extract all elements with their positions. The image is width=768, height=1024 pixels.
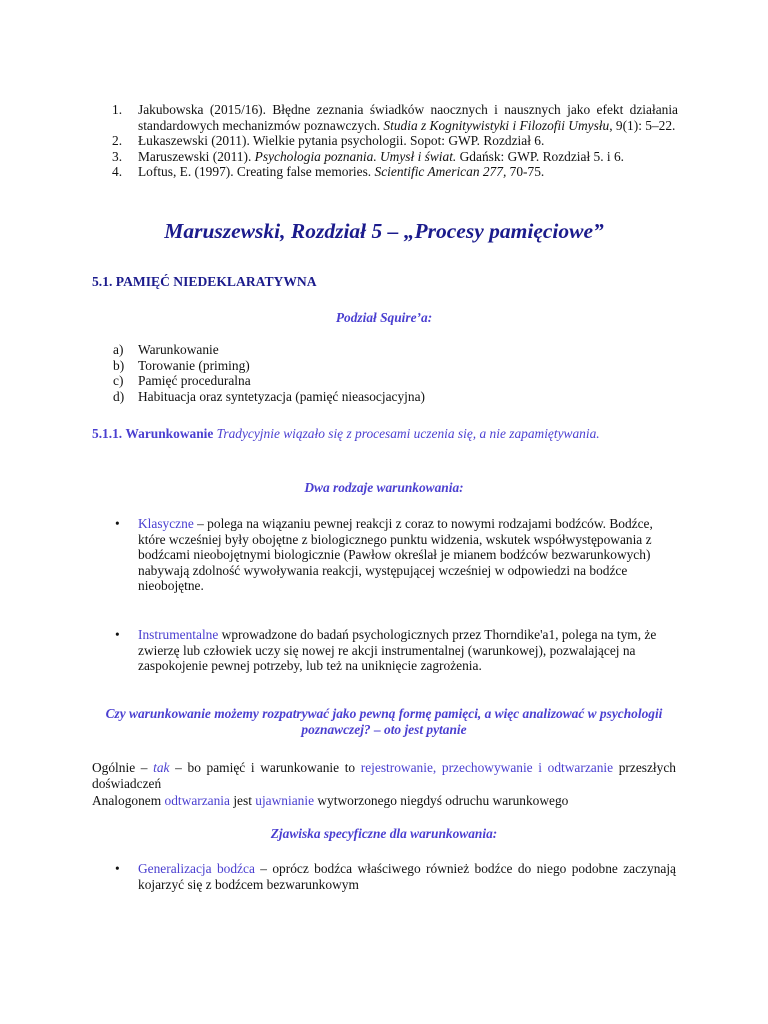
key-question: Czy warunkowanie możemy rozpatrywać jako pewną formę pamięci, a więc analizować w psychologii poznawczej? – oto jest pytanie <box>105 706 663 737</box>
section-heading: 5.1. PAMIĘĆ NIEDEKLARATYWNA <box>92 274 317 289</box>
bullet-classic <box>113 516 676 594</box>
highlight-odtwarzania: odtwarzania <box>164 793 230 808</box>
chapter-title: Maruszewski, Rozdział 5 – „Procesy pamięciowe” <box>164 219 604 243</box>
bullet-dot: • <box>115 861 120 876</box>
subsection-number: 5.1.1. <box>92 426 123 441</box>
reference-journal: Studia z Kognitywistyki i Filozofii Umysłu <box>383 117 610 133</box>
instrumental-description: wprowadzone do badań psychologicznych przez Thorndike'a1, polega na tym, że zwierzę lub człowiek uczy się nowej re akcji instrumentalnej (warunkowej), pozwalającej na zaspokojenie pewnej potrzeby, lub też na uniknięcie zagrożenia. <box>138 627 657 673</box>
bullet-instrumental <box>113 627 676 674</box>
reference-list <box>112 102 678 180</box>
reference-item <box>112 133 678 149</box>
text-run: przeszłych doświadczeń <box>92 760 676 791</box>
reference-journal: Scientific American 277, <box>374 164 507 179</box>
reference-number: 4. <box>112 164 123 179</box>
list-item-text: Habituacja oraz syntetyzacja (pamięć nieasocjacyjna) <box>138 388 425 404</box>
text-run: – bo pamięć i warunkowanie to <box>169 760 361 775</box>
highlight-terms: rejestrowanie, przechowywanie i odtwarzanie <box>360 760 614 775</box>
bullet-dot: • <box>115 516 120 531</box>
highlight-ujawnianie: ujawnianie <box>255 793 315 808</box>
term-generalization: Generalizacja bodźca <box>138 861 255 876</box>
reference-number: 3. <box>112 148 123 164</box>
bullet-generalization <box>113 861 676 892</box>
list-letter: a) <box>113 342 124 357</box>
squire-heading: Podział Squire’a: <box>335 310 433 325</box>
reference-tail: , 9(1): 5–22. <box>609 117 676 133</box>
list-item <box>113 389 673 405</box>
reference-text: Łukaszewski (2011). Wielkie pytania psychologii. Sopot: GWP. Rozdział 6. <box>138 133 545 148</box>
subsection-title: Warunkowanie <box>125 426 214 441</box>
reference-number: 1. <box>112 102 123 117</box>
highlight-tak: tak <box>153 760 170 775</box>
paragraph-general <box>92 760 676 791</box>
reference-text: Loftus, E. (1997). Creating false memories. <box>138 164 372 179</box>
reference-item <box>112 102 678 133</box>
list-item-text: Pamięć proceduralna <box>138 373 251 388</box>
text-run: Analogonem <box>92 793 165 808</box>
list-item <box>113 358 673 374</box>
reference-item <box>112 164 678 180</box>
bullet-dot: • <box>115 627 120 642</box>
list-item <box>113 342 673 358</box>
list-item <box>113 373 673 389</box>
reference-tail: 70-75. <box>506 164 545 179</box>
list-item-text: Torowanie (priming) <box>138 357 250 373</box>
term-classic: Klasyczne <box>138 516 194 531</box>
two-types-heading: Dwa rodzaje warunkowania: <box>304 480 464 495</box>
reference-book-title: Psychologia poznania. Umysł i świat. <box>254 148 457 164</box>
phenomena-heading: Zjawiska specyficzne dla warunkowania: <box>270 826 498 841</box>
reference-tail: Gdańsk: GWP. Rozdział 5. i 6. <box>456 148 625 164</box>
text-run: Ogólnie – <box>92 760 154 775</box>
list-item-text: Warunkowanie <box>138 342 219 357</box>
generalization-description: – oprócz bodźca właściwego również bodźce do niego podobne zaczynają kojarzyć się z bodźcem bezwarunkowym <box>138 861 676 892</box>
reference-text: Maruszewski (2011). <box>138 148 252 164</box>
list-letter: d) <box>113 388 125 404</box>
reference-text: Jakubowska (2015/16). Błędne zeznania świadków naocznych i nausznych jako efekt działania standardowych mechanizmów poznawczych. <box>138 102 678 133</box>
subsection-511 <box>92 426 676 442</box>
squire-list <box>113 342 673 404</box>
reference-number: 2. <box>112 133 123 148</box>
text-run: wytworzonego niegdyś odruchu warunkowego <box>314 793 569 808</box>
subsection-intro: Tradycyjnie wiązało się z procesami uczenia się, a nie zapamiętywania. <box>216 426 600 441</box>
list-letter: c) <box>113 373 124 388</box>
reference-item <box>112 149 678 165</box>
list-letter: b) <box>113 357 125 373</box>
classic-description: – polega na wiązaniu pewnej reakcji z coraz to nowymi rodzajami bodźców. Bodźce, które wcześniej były obojętne z biologicznego punktu widzenia, wskutek współwystępowania z bodźcami nieobojętnymi biologicznie (Pawłow określał je mianem bodźców bezwarunkowych) nabywają zdolność wywoływania reakcji, występującej wcześniej w odpowiedzi na bodźce nieobojętne. <box>138 516 653 593</box>
paragraph-analogon <box>92 793 676 809</box>
term-instrumental: Instrumentalne <box>138 627 219 642</box>
text-run: jest <box>229 793 256 808</box>
